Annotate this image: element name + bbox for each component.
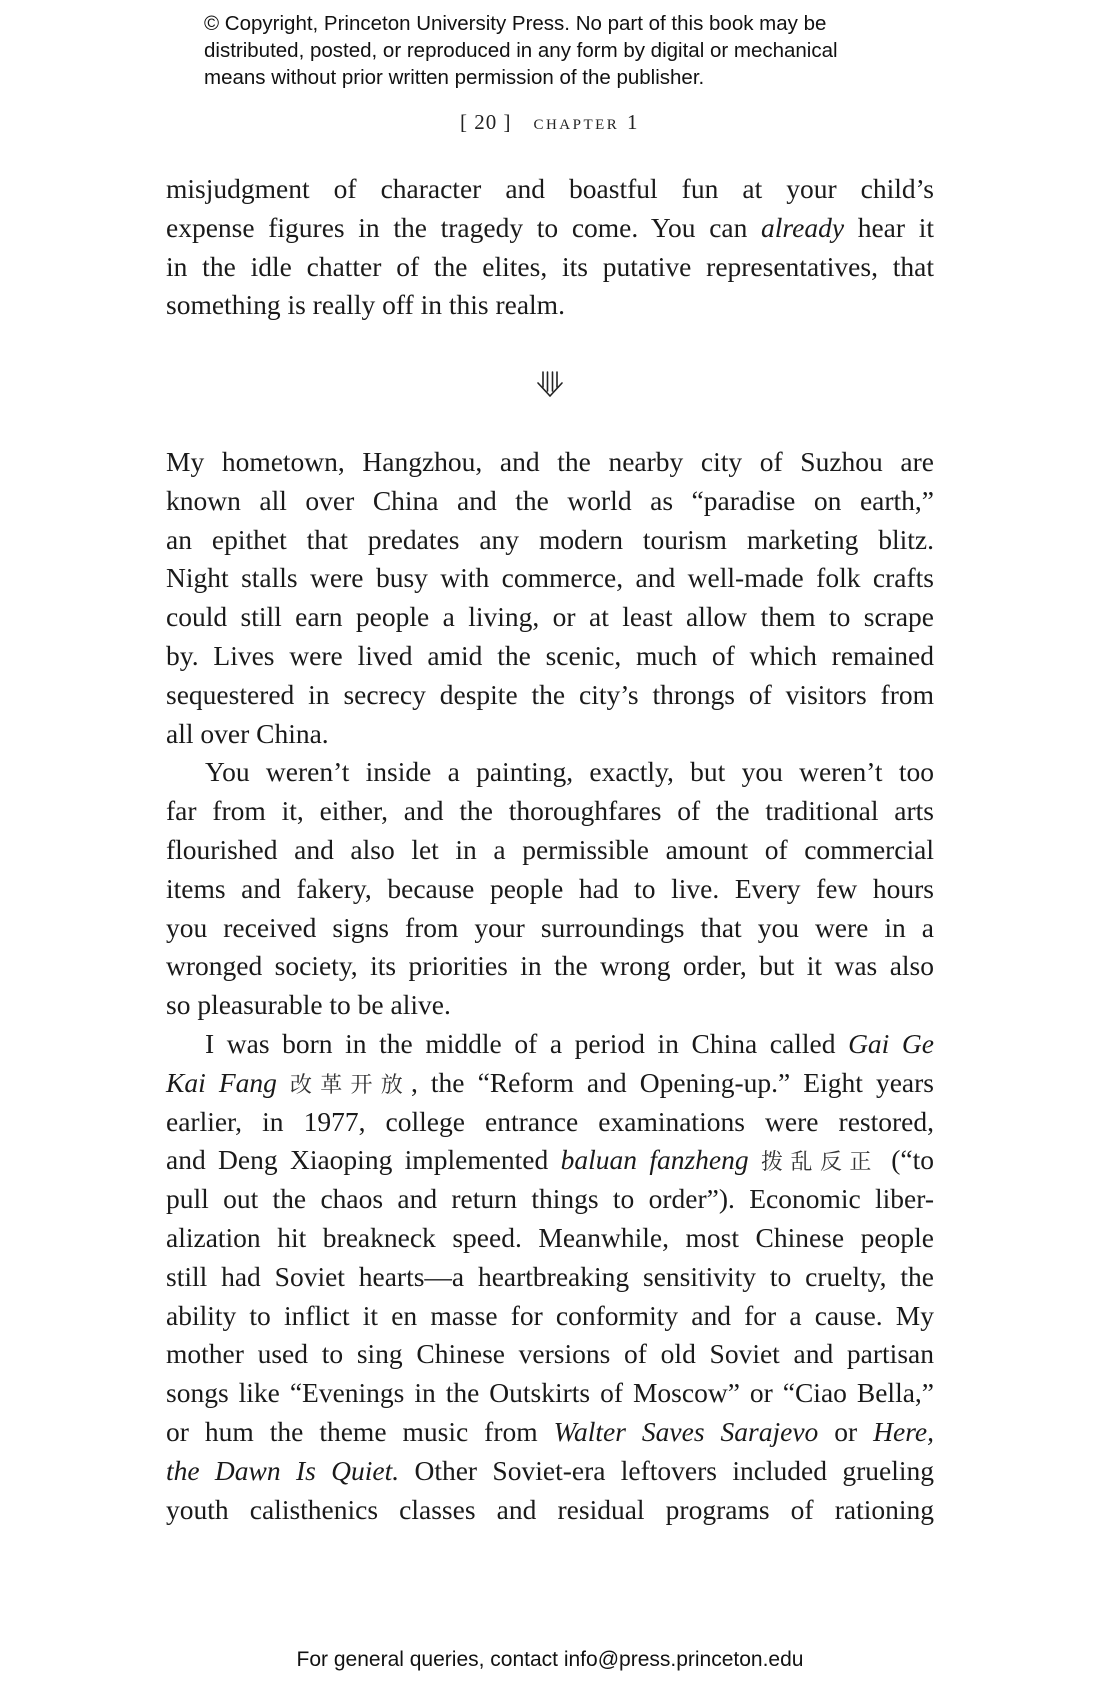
text-line: by. Lives were lived amid the scenic, much of which remained: [166, 639, 934, 671]
emphasis: Here,: [873, 1415, 934, 1447]
emphasis: Kai Fang: [166, 1066, 277, 1098]
copyright-notice: [204, 10, 924, 91]
section-break-ornament-icon: [535, 369, 565, 399]
emphasis: already: [761, 211, 845, 243]
emphasis: the Dawn Is Quiet.: [166, 1454, 400, 1486]
text-line: an epithet that predates any modern tourism marketing blitz.: [166, 523, 934, 555]
copyright-line: © Copyright, Princeton University Press. No part of this book may be: [204, 12, 827, 35]
text-line: Kai Fang 改革开放, the “Reform and Opening-up.” Eight years: [166, 1066, 935, 1098]
text-line: something is really off in this realm.: [166, 289, 565, 321]
copyright-line: distributed, posted, or reproduced in any form by digital or mechanical: [204, 39, 838, 62]
emphasis: Gai Ge: [848, 1027, 934, 1059]
text-line: still had Soviet hearts—a heartbreaking sensitivity to cruelty, the: [166, 1260, 934, 1292]
text-line: sequestered in secrecy despite the city’s throngs of visitors from: [166, 678, 934, 710]
text-line: earlier, in 1977, college entrance examinations were restored,: [166, 1105, 934, 1137]
chinese-text: 拨乱反正: [761, 1149, 879, 1175]
text-line: or hum the theme music from Walter Saves Sarajevo or Here,: [166, 1415, 934, 1447]
page-number: [ 20 ]: [459, 110, 512, 134]
text-line: so pleasurable to be alive.: [166, 989, 451, 1021]
text-line: far from it, either, and the thoroughfares of the traditional arts: [166, 795, 934, 827]
text-line: wronged society, its priorities in the wrong order, but it was also: [166, 950, 934, 982]
text-line: songs like “Evenings in the Outskirts of Moscow” or “Ciao Bella,”: [166, 1377, 934, 1409]
text-line: all over China.: [166, 717, 329, 749]
text-line: pull out the chaos and return things to order”). Economic liber-: [166, 1183, 934, 1215]
text-line: Night stalls were busy with commerce, and well-made folk crafts: [166, 562, 934, 594]
body-text: [166, 443, 934, 1529]
contact-footer: For general queries, contact info@press.princeton.edu: [296, 1648, 804, 1671]
text-line: in the idle chatter of the elites, its putative representatives, that: [166, 250, 934, 282]
paragraph-continuation: [166, 170, 934, 325]
text-line: ability to inflict it en masse for conformity and for a cause. My: [166, 1299, 934, 1331]
text-line: could still earn people a living, or at least allow them to scrape: [166, 601, 934, 633]
text-line: My hometown, Hangzhou, and the nearby city of Suzhou are: [166, 446, 934, 477]
text-line: the Dawn Is Quiet. Other Soviet-era leftovers included grueling: [166, 1454, 934, 1486]
emphasis: baluan fanzheng: [560, 1144, 749, 1176]
copyright-line: means without prior written permission of the publisher.: [204, 66, 705, 89]
text-line: mother used to sing Chinese versions of old Soviet and partisan: [166, 1338, 934, 1370]
text-line: youth calisthenics classes and residual programs of rationing: [166, 1493, 934, 1525]
running-head: [0, 110, 1100, 135]
text-line: I was born in the middle of a period in China called Gai Ge: [205, 1027, 934, 1059]
text-line: you received signs from your surroundings that you were in a: [166, 911, 934, 943]
text-line: and Deng Xiaoping implemented baluan fanzheng 拨乱反正 (“to: [166, 1144, 935, 1176]
chinese-text: 改革开放: [290, 1071, 411, 1097]
emphasis: Walter Saves Sarajevo: [553, 1415, 819, 1447]
text-line: flourished and also let in a permissible amount of commercial: [166, 833, 934, 865]
chapter-label: chapter 1: [533, 110, 641, 134]
text-line: items and fakery, because people had to live. Every few hours: [166, 872, 934, 904]
text-line: expense figures in the tragedy to come. You can already hear it: [166, 211, 934, 243]
text-line: alization hit breakneck speed. Meanwhile, most Chinese people: [166, 1221, 934, 1253]
text-line: known all over China and the world as “paradise on earth,”: [166, 484, 934, 516]
text-line: misjudgment of character and boastful fun at your child’s: [166, 173, 934, 204]
text-line: You weren’t inside a painting, exactly, but you weren’t too: [205, 756, 934, 788]
